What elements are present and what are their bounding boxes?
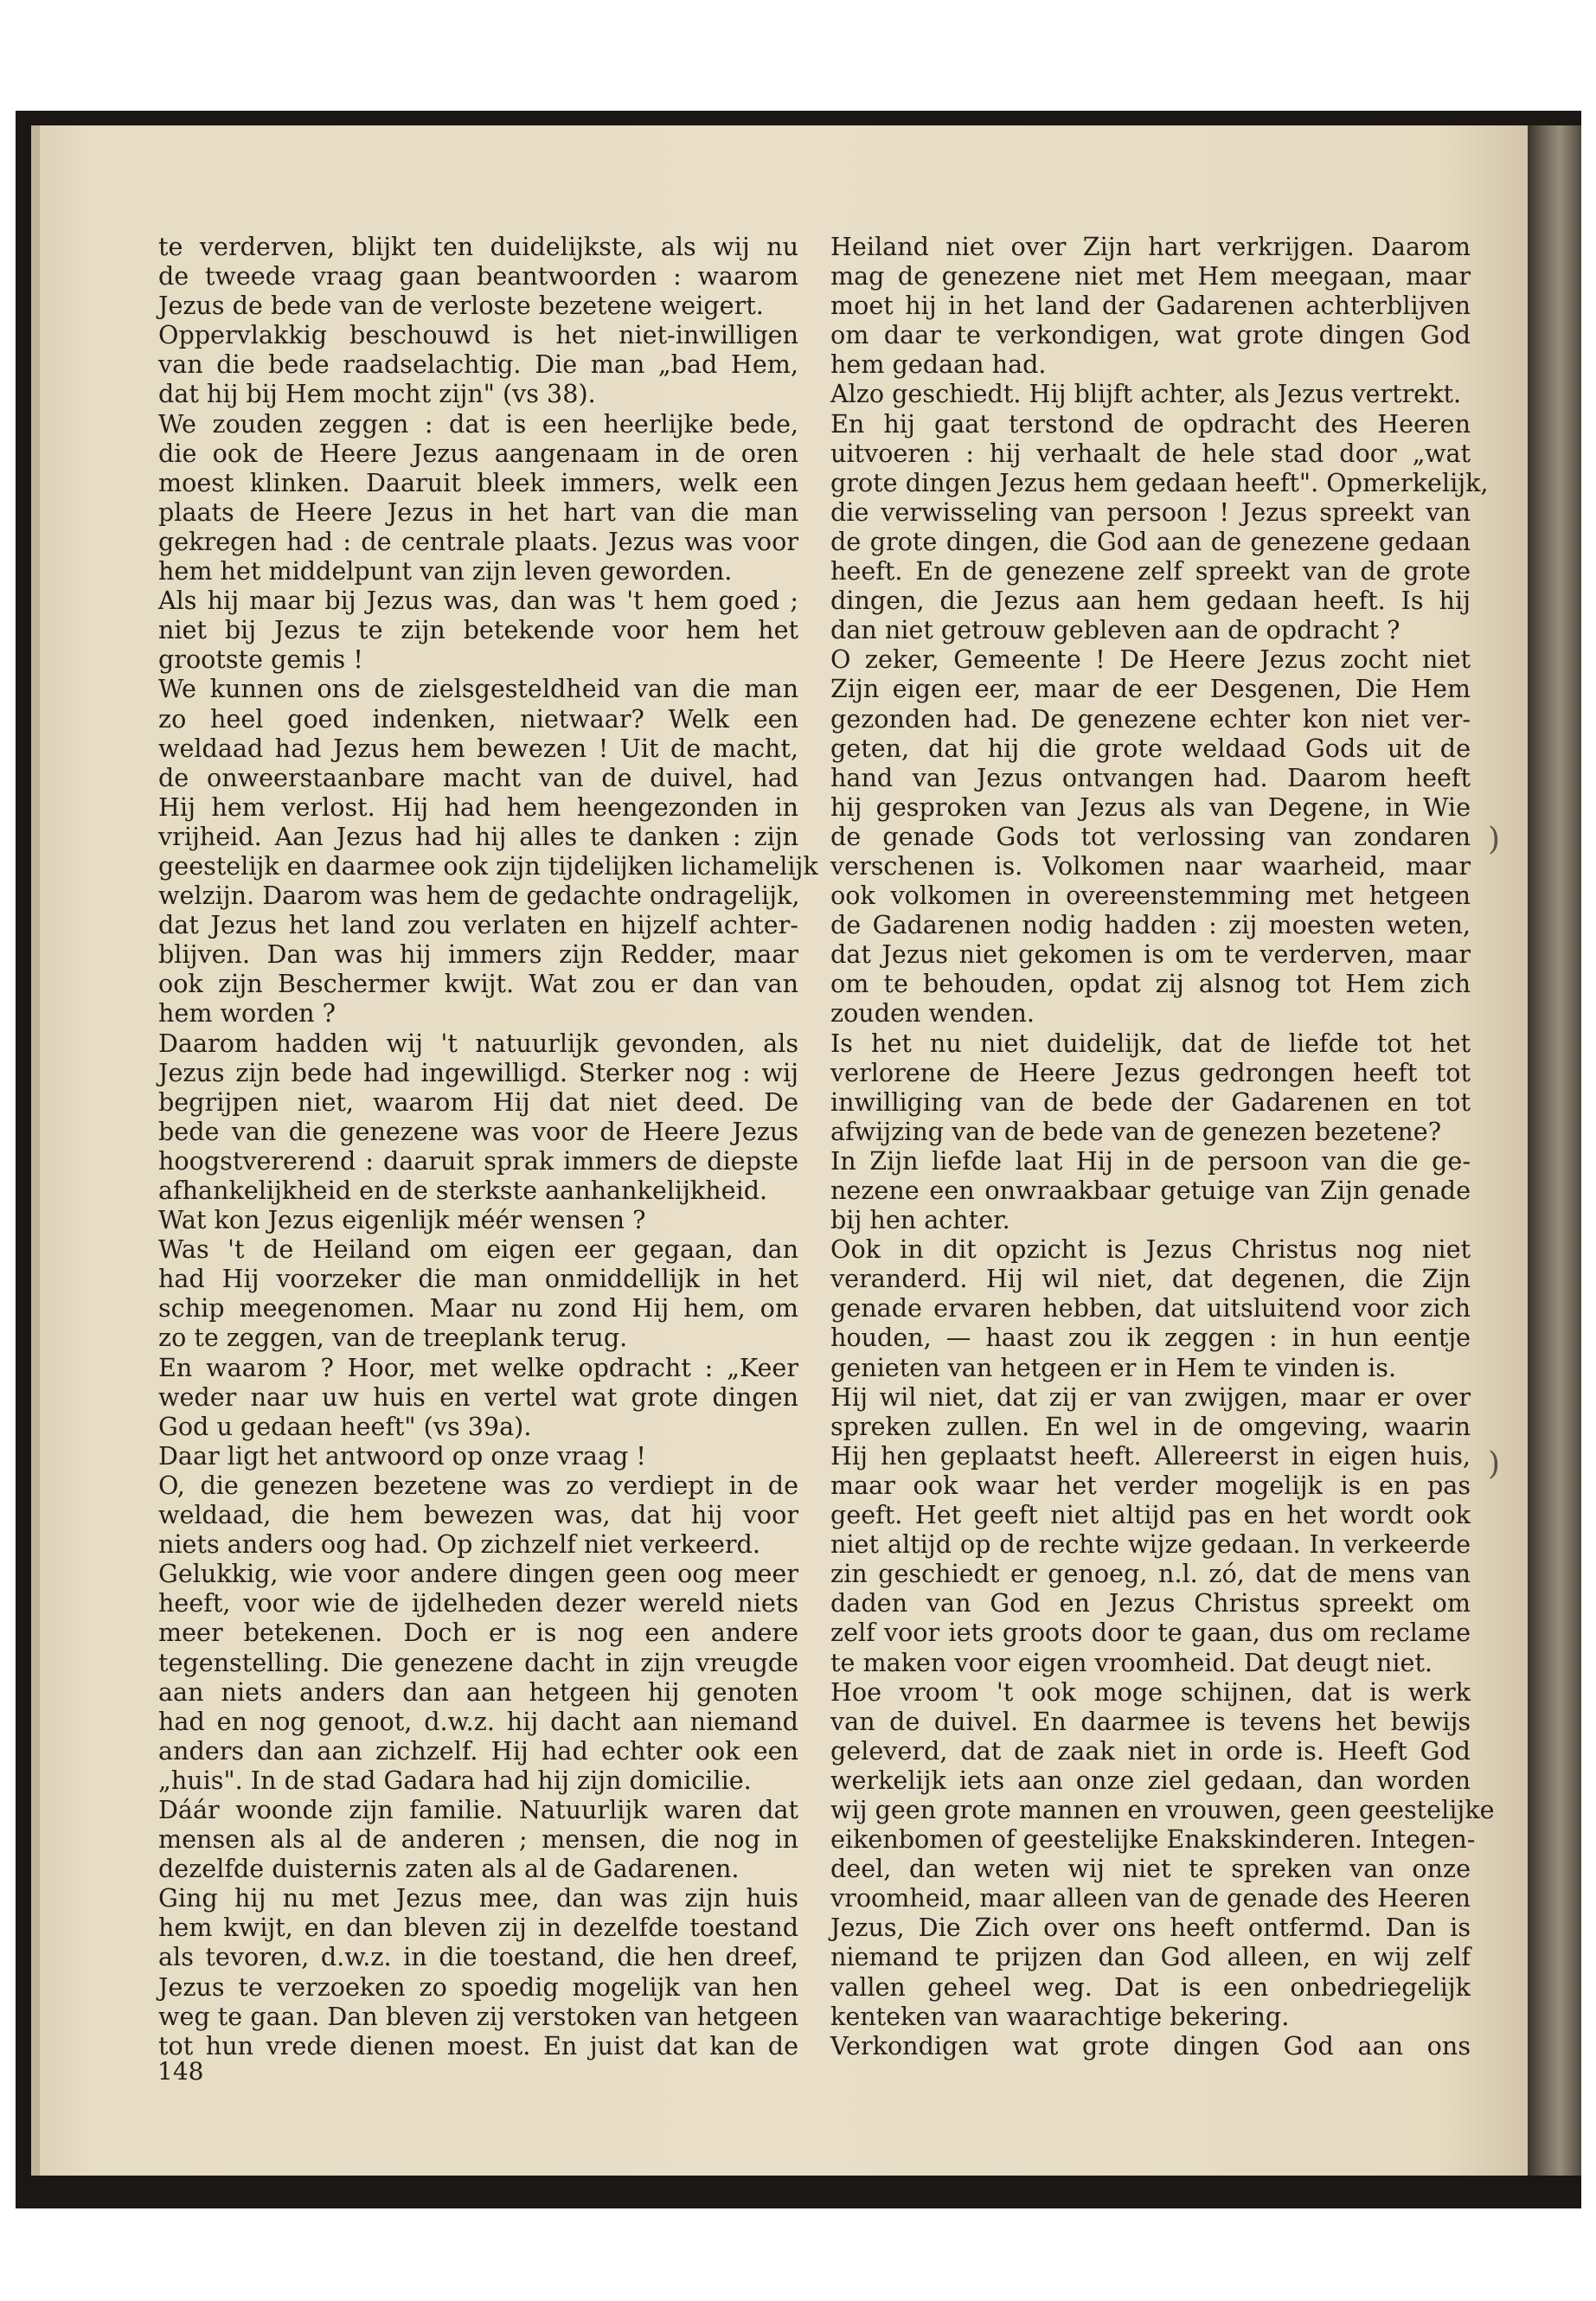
text-line: werkelijk iets aan onze ziel gedaan, dan worden <box>830 1765 1471 1795</box>
text-line: meer betekenen. Doch er is nog een andere <box>158 1618 798 1648</box>
text-line: vroomheid, maar alleen van de genade des Heeren <box>830 1883 1471 1913</box>
text-line: om te behouden, opdat zij alsnog tot Hem zich <box>830 969 1471 999</box>
text-line: genieten van hetgeen er in Hem te vinden is. <box>830 1352 1397 1382</box>
text-line: Jezus, Die Zich over ons heeft ontfermd. Dan is <box>830 1913 1471 1943</box>
text-line: anders dan aan zichzelf. Hij had echter ook een <box>158 1735 798 1766</box>
text-line: hem worden ? <box>158 998 336 1029</box>
text-line: Gelukkig, wie voor andere dingen geen oog meer <box>158 1559 798 1589</box>
scan-artifact-mark: ) <box>1488 1446 1501 1482</box>
text-line: niemand te prijzen dan God alleen, en wij zelf <box>830 1942 1471 1972</box>
text-line: de genade Gods tot verlossing van zondaren <box>830 821 1471 851</box>
text-line: We kunnen ons de zielsgesteldheid van die man <box>158 674 798 704</box>
text-line: zelf voor iets groots door te gaan, dus om reclame <box>830 1618 1471 1648</box>
text-line: de tweede vraag gaan beantwoorden : waarom <box>158 261 798 292</box>
text-line: ook zijn Beschermer kwijt. Wat zou er dan van <box>158 969 798 999</box>
text-line: uitvoeren : hij verhaalt de hele stad door „wat <box>830 438 1471 468</box>
text-line: van die bede raadselachtig. Die man „bad Hem, <box>158 349 798 380</box>
text-line: Was 't de Heiland om eigen eer gegaan, dan <box>158 1234 798 1265</box>
text-line: had en nog genoot, d.w.z. hij dacht aan niemand <box>158 1706 798 1736</box>
text-line: moet hij in het land der Gadarenen achterblijven <box>830 291 1471 321</box>
text-line: afwijzing van de bede van de genezen bezetene? <box>830 1116 1442 1146</box>
text-line: als tevoren, d.w.z. in die toestand, die hen dreef, <box>158 1942 798 1972</box>
text-line: van de duivel. En daarmee is tevens het bewijs <box>830 1706 1471 1736</box>
text-line: verlorene de Heere Jezus gedrongen heeft tot <box>830 1057 1471 1087</box>
text-line: zin geschiedt er genoeg, n.l. zó, dat de mens van <box>830 1559 1471 1589</box>
text-line: te maken voor eigen vroomheid. Dat deugt niet. <box>830 1647 1433 1677</box>
text-line: hem kwijt, en dan bleven zij in dezelfde toestand <box>158 1913 798 1943</box>
text-line: welzijn. Daarom was hem de gedachte ondragelijk, <box>158 881 800 911</box>
text-line: En hij gaat terstond de opdracht des Heeren <box>830 408 1471 439</box>
text-line: niet bij Jezus te zijn betekende voor hem het <box>158 615 798 645</box>
text-line: bede van die genezene was voor de Heere Jezus <box>158 1116 798 1146</box>
text-line: verschenen is. Volkomen naar waarheid, maar <box>830 850 1471 881</box>
text-line: deel, dan weten wij niet te spreken van onze <box>830 1854 1471 1884</box>
text-line: veranderd. Hij wil niet, dat degenen, die Zijn <box>830 1264 1471 1294</box>
text-line: de Gadarenen nodig hadden : zij moesten weten, <box>830 910 1471 940</box>
text-line: zouden wenden. <box>830 998 1035 1029</box>
text-line: dat Jezus het land zou verlaten en hijzelf achter- <box>158 910 798 940</box>
text-line: geten, dat hij die grote weldaad Gods uit de <box>830 733 1471 763</box>
text-line: dat hij bij Hem mocht zijn" (vs 38). <box>158 379 596 409</box>
text-line: te verderven, blijkt ten duidelijkste, als wij nu <box>158 232 798 261</box>
text-line: Oppervlakkig beschouwd is het niet-inwilligen <box>158 320 798 350</box>
text-line: zo te zeggen, van de treeplank terug. <box>158 1323 628 1353</box>
text-line: Ging hij nu met Jezus mee, dan was zijn huis <box>158 1883 798 1913</box>
text-line: de onweerstaanbare macht van de duivel, had <box>158 762 798 792</box>
text-line: mensen als al de anderen ; mensen, die nog in <box>158 1824 798 1855</box>
text-line: Ook in dit opzicht is Jezus Christus nog niet <box>830 1234 1471 1265</box>
text-line: weder naar uw huis en vertel wat grote dingen <box>158 1381 798 1412</box>
text-line: maar ook waar het verder mogelijk is en pas <box>830 1470 1471 1500</box>
text-line: houden, — haast zou ik zeggen : in hun eentje <box>830 1323 1471 1353</box>
text-line: tegenstelling. Die genezene dacht in zijn vreugde <box>158 1647 798 1677</box>
text-line: Jezus zijn bede had ingewilligd. Sterker nog : wij <box>158 1057 798 1087</box>
text-line: afhankelijkheid en de sterkste aanhankelijkheid. <box>158 1176 768 1205</box>
text-line: hoogstvererend : daaruit sprak immers de diepste <box>158 1145 798 1176</box>
text-line: spreken zullen. En wel in de omgeving, waarin <box>830 1411 1471 1441</box>
text-line: hij gesproken van Jezus als van Degene, in Wie <box>830 792 1471 822</box>
scan-artifact-mark: ) <box>1488 822 1501 857</box>
text-line: weldaad, die hem bewezen was, dat hij voor <box>158 1500 798 1530</box>
text-line: „huis". In de stad Gadara had hij zijn domicilie. <box>158 1765 752 1795</box>
text-line: blijven. Dan was hij immers zijn Redder, maar <box>158 939 798 970</box>
text-line: geleverd, dat de zaak niet in orde is. Heeft God <box>830 1735 1471 1766</box>
text-line: Zijn eigen eer, maar de eer Desgenen, Die Hem <box>830 674 1471 704</box>
text-line: gekregen had : de centrale plaats. Jezus was voor <box>158 526 798 556</box>
text-line: vallen geheel weg. Dat is een onbedriegelijk <box>830 1971 1471 2002</box>
left-text-column <box>158 232 818 2061</box>
text-line: vrijheid. Aan Jezus had hij alles te danken : zijn <box>158 821 798 851</box>
text-line: mag de genezene niet met Hem meegaan, maar <box>830 261 1471 292</box>
text-line: tot hun vrede dienen moest. En juist dat kan de <box>158 2030 798 2061</box>
text-line: dan niet getrouw gebleven aan de opdracht ? <box>830 615 1401 645</box>
text-line: genade ervaren hebben, dat uitsluitend voor zich <box>830 1293 1471 1324</box>
text-line: Daarom hadden wij 't natuurlijk gevonden, als <box>158 1028 798 1058</box>
text-line: Hij wil niet, dat zij er van zwijgen, maar er over <box>830 1381 1471 1412</box>
text-line: begrijpen niet, waarom Hij dat niet deed. De <box>158 1086 798 1117</box>
text-line: had Hij voorzeker die man onmiddellijk in het <box>158 1264 798 1294</box>
text-line: Daar ligt het antwoord op onze vraag ! <box>158 1440 646 1471</box>
text-line: hem het middelpunt van zijn leven geworden. <box>158 556 733 586</box>
text-line: weldaad had Jezus hem bewezen ! Uit de macht, <box>158 733 798 763</box>
text-line: bij hen achter. <box>830 1205 1010 1235</box>
text-line: Wat kon Jezus eigenlijk méér wensen ? <box>158 1205 646 1235</box>
text-line: Is het nu niet duidelijk, dat de liefde tot het <box>830 1028 1471 1058</box>
page-binding-edge <box>31 125 40 2176</box>
text-line: Dáár woonde zijn familie. Natuurlijk waren dat <box>158 1794 798 1824</box>
text-line: grote dingen Jezus hem gedaan heeft". Opmerkelijk, <box>830 467 1489 497</box>
text-line: ook volkomen in overeenstemming met hetgeen <box>830 881 1471 911</box>
page-right-edge <box>1528 125 1581 2176</box>
text-line: Hij hen geplaatst heeft. Allereerst in eigen huis, <box>830 1440 1471 1471</box>
text-line: zo heel goed indenken, nietwaar? Welk een <box>158 703 798 734</box>
text-line: dezelfde duisternis zaten als al de Gadarenen. <box>158 1854 740 1884</box>
text-line: Jezus de bede van de verloste bezetene weigert. <box>158 291 764 321</box>
text-line: O, die genezen bezetene was zo verdiept in de <box>158 1470 798 1500</box>
text-line: kenteken van waarachtige bekering. <box>830 2001 1290 2031</box>
text-line: Verkondigen wat grote dingen God aan ons <box>830 2030 1471 2061</box>
text-line: eikenbomen of geestelijke Enakskinderen. Integen- <box>830 1824 1476 1855</box>
text-line: niet altijd op de rechte wijze gedaan. In verkeerde <box>830 1529 1471 1560</box>
text-line: heeft. En de genezene zelf spreekt van de grote <box>830 556 1471 586</box>
text-line: Jezus te verzoeken zo spoedig mogelijk van hen <box>158 1971 798 2002</box>
text-line: wij geen grote mannen en vrouwen, geen geestelijke <box>830 1794 1495 1824</box>
page-number: 148 <box>157 2057 204 2086</box>
text-line: We zouden zeggen : dat is een heerlijke bede, <box>158 408 798 439</box>
text-line: hand van Jezus ontvangen had. Daarom heeft <box>830 762 1471 792</box>
text-line: O zeker, Gemeente ! De Heere Jezus zocht niet <box>830 644 1471 675</box>
text-line: heeft, voor wie de ijdelheden dezer wereld niets <box>158 1588 798 1618</box>
text-line: schip meegenomen. Maar nu zond Hij hem, om <box>158 1293 798 1324</box>
text-line: geeft. Het geeft niet altijd pas en het wordt ook <box>830 1500 1471 1530</box>
text-line: die ook de Heere Jezus aangenaam in de oren <box>158 438 798 468</box>
text-line: dingen, die Jezus aan hem gedaan heeft. Is hij <box>830 586 1471 616</box>
text-line: plaats de Heere Jezus in het hart van die man <box>158 497 798 527</box>
text-line: God u gedaan heeft" (vs 39a). <box>158 1411 532 1441</box>
text-line: niets anders oog had. Op zichzelf niet verkeerd. <box>158 1529 760 1560</box>
text-line: In Zijn liefde laat Hij in de persoon van die ge- <box>830 1145 1471 1176</box>
text-line: Als hij maar bij Jezus was, dan was 't hem goed ; <box>158 586 798 616</box>
text-line: gezonden had. De genezene echter kon niet ver- <box>830 703 1471 734</box>
text-line: moest klinken. Daaruit bleek immers, welk een <box>158 467 798 497</box>
text-line: Hij hem verlost. Hij had hem heengezonden in <box>158 792 798 822</box>
text-line: Heiland niet over Zijn hart verkrijgen. Daarom <box>830 232 1471 261</box>
text-line: die verwisseling van persoon ! Jezus spreekt van <box>830 497 1471 527</box>
text-line: inwilliging van de bede der Gadarenen en tot <box>830 1086 1471 1117</box>
text-line: de grote dingen, die God aan de genezene gedaan <box>830 526 1471 556</box>
text-line: grootste gemis ! <box>158 644 363 675</box>
text-line: geestelijk en daarmee ook zijn tijdelijken lichamelijk <box>158 850 818 881</box>
text-line: hem gedaan had. <box>830 349 1047 380</box>
text-line: dat Jezus niet gekomen is om te verderven, maar <box>830 939 1471 970</box>
text-line: aan niets anders dan aan hetgeen hij genoten <box>158 1676 798 1707</box>
right-text-column <box>830 232 1495 2061</box>
text-line: daden van God en Jezus Christus spreekt om <box>830 1588 1471 1618</box>
text-line: om daar te verkondigen, wat grote dingen God <box>830 320 1471 350</box>
text-line: weg te gaan. Dan bleven zij verstoken van hetgeen <box>158 2001 798 2031</box>
text-line: Hoe vroom 't ook moge schijnen, dat is werk <box>830 1676 1471 1707</box>
text-line: nezene een onwraakbaar getuige van Zijn genade <box>830 1176 1471 1205</box>
text-line: Alzo geschiedt. Hij blijft achter, als Jezus vertrekt. <box>830 379 1462 409</box>
text-line: En waarom ? Hoor, met welke opdracht : „Keer <box>158 1352 798 1382</box>
